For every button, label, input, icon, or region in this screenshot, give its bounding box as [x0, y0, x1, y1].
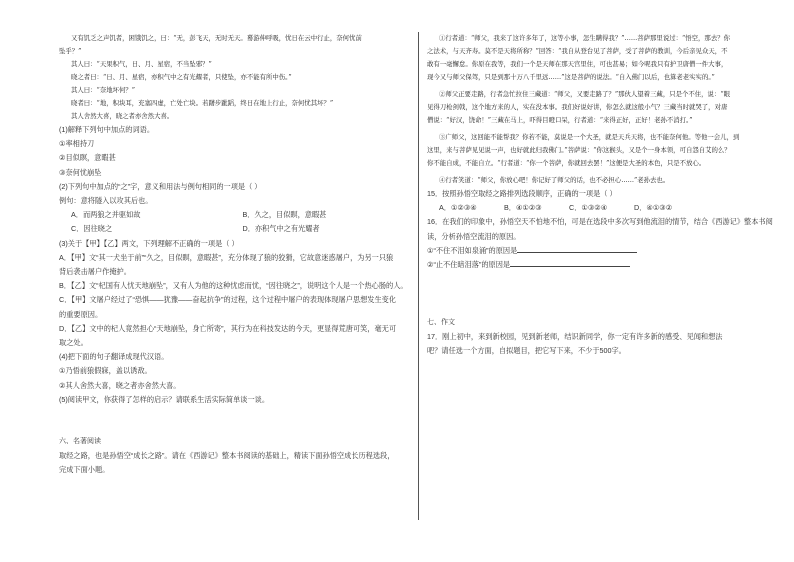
question-2-title: (2)下列句中加点的“之”字，意义和用法与例句相同的一项是（ ） — [59, 181, 262, 191]
question-2-options-row — [59, 208, 414, 222]
excerpt-1-line: 之法术，与天齐寿。莫不是天将所称？”回答：“我自从登台见了菩萨，受了菩萨的教训，今后亲见众天，不 — [427, 47, 728, 55]
option-c: C．因往晓之 — [71, 224, 113, 234]
option-d: D．④①③② — [634, 203, 673, 213]
passage-line: 晓之者曰：“日、月、星宿，亦积气中之有光耀者，只使坠，亦不能有所中伤。” — [71, 73, 292, 81]
excerpt-1-line: ①行者道：“师父，我来了这许多年了，这等小事，怎生瞒得我？”……菩萨那里说过：“悟空，那去？你 — [439, 34, 730, 42]
question-1-title: (1)解释下列句中加点的词语。 — [59, 125, 155, 134]
question-3-line: A．【甲】文“其一犬坐于前”“久之，目似瞑，意暇甚”，充分体现了狼的狡猾，它故意迷惑屠户，为另一只狼 — [59, 252, 394, 262]
column-divider — [418, 32, 419, 520]
option-c: C．①③②④ — [569, 203, 608, 213]
question-15-title: 15．按照孙悟空取经之路排列选段顺序，正确的一项是（ ） — [427, 189, 617, 198]
excerpt-2-line: ②师父正要走路，行者急忙拉住三藏道：“师父，又要走路了？”那伙人望着三藏，只是个不住，说：“眼 — [439, 90, 730, 98]
question-1-item: ②目似瞑，意暇甚 — [59, 153, 116, 163]
section-6-title: 六、名著阅读 — [59, 438, 101, 446]
excerpt-4-line: ④行者笑道：“师父，你放心吧！你记好了师父的话，也不必担心……”老孙去也。 — [439, 176, 670, 184]
right-column — [427, 32, 782, 359]
passage-line: 其人舍然大喜，晓之者亦舍然大喜。 — [71, 112, 174, 120]
passage-line: 其人曰：“天果积气，日、月、星宿，不当坠邪？” — [71, 60, 212, 68]
option-b: B．久之，目似瞑，意暇甚 — [242, 210, 327, 220]
section-6-line: 取经之路，也是孙悟空“成长之路”。请在《西游记》整本书阅读的基础上，精读下面孙悟空成长历程选段， — [59, 451, 395, 461]
excerpt-2-line: 僧说：“好汉，饶命！”三藏在马上，吓得目瞪口呆，行者道：“来得正好，正好！老孙不消打。” — [427, 116, 693, 124]
passage-line: 晓者曰：“地，积块耳，充塞四虚，亡处亡块。若躇步跐蹈，终日在地上行止，奈何忧其坏？” — [71, 99, 334, 107]
question-3-line: 的重要原因。 — [59, 309, 103, 319]
section-7-title: 七、作文 — [427, 319, 455, 327]
question-4-item: ①乃悟前狼假寐，盖以诱敌。 — [59, 366, 152, 376]
question-3-line: B．【乙】文“杞国有人忧天地崩坠”，又有人为他的这种忧虑而忧，“因往晓之”，说明这个人是一个热心肠的人。 — [59, 281, 408, 291]
option-b: B．④①②③ — [504, 203, 542, 213]
question-4-title: (4)把下面的句子翻译成现代汉语。 — [59, 352, 169, 362]
excerpt-3-line: 这里，来与菩萨见见说一声，也好就此归我佛门。”菩萨说：“你这猴头，又是个一身本领，可自怨自艾的么？ — [427, 146, 731, 154]
excerpt-1-line: 敢有一毫懈怠。你原在我等，我们一个是天师在那天宫里住，可也甚易；如今呢我只有护卫唐僧一件大事， — [427, 60, 728, 68]
question-16-line: 读，分析孙悟空流泪的原因。 — [427, 231, 521, 241]
question-2-example: 例句：意将隧入以攻其后也。 — [59, 196, 153, 206]
question-1-item: ①率相持刀 — [59, 139, 95, 149]
excerpt-2-line: 见得刀枪剑戟，这个地方来的人，实在没本事。我们好说好讲，你怎么就这般小气？三藏当时就哭了，对唐 — [427, 103, 728, 111]
question-1-item: ③奈何忧崩坠 — [59, 167, 102, 177]
question-16-answer-1 — [427, 244, 782, 258]
question-4-item: ②其人舍然大喜，晓之者亦舍然大喜。 — [59, 380, 181, 390]
question-3-title: (3)关于【甲】【乙】两文，下列理解不正确的一项是（ ） — [59, 238, 239, 248]
answer-1-label: ①“不住不泪如泉涌”的原因是 — [427, 245, 518, 255]
question-16-answer-2 — [427, 258, 782, 272]
option-a: A．①②③④ — [439, 203, 477, 213]
answer-2-label: ②“止不住暗泪落”的原因是 — [427, 260, 511, 270]
excerpt-3-line: 你不能自成，不能自立。“行者道：“你一个菩萨，你就回去罢！”这便是大圣的本色，只是不放心。 — [427, 159, 706, 167]
question-3-line: D．【乙】文中的杞人竟然担心“天地崩坠，身亡所寄”，其行为在科技发达的今天，更显得荒唐可笑，毫无可 — [59, 323, 397, 333]
option-d: D．亦积气中之有光耀者 — [242, 224, 320, 234]
answer-1-blank[interactable] — [517, 246, 637, 253]
passage-line: 坠乎？” — [59, 47, 82, 55]
answer-2-blank[interactable] — [510, 260, 630, 267]
excerpt-3-line: ③广师父，这回能不能帮我？你若不能，莫说是一个大圣，就是天兵天将，也不能奈何他。等他一会儿，到 — [439, 133, 740, 141]
section-6-line: 完成下面小题。 — [59, 465, 110, 475]
question-17-line: 吧？请任选一个方面，自拟题目，把它写下来，不少于500字。 — [427, 346, 626, 356]
option-a: A．而两狼之并驱如故 — [71, 210, 141, 220]
passage-line: 其人曰：“奈地坏何？” — [71, 86, 136, 94]
question-3-line: C．【甲】文屠户经过了“恐惧——犹豫——奋起抗争”的过程，这个过程中屠户的表现体现屠户思想发生变化 — [59, 295, 397, 305]
question-17-line: 17．刚上初中，来到新校园，见到新老师，结识新同学，你一定有许多新的感受、见闻和想法 — [427, 332, 723, 342]
passage-line: 又有饥乏之声饥者，困饿饥之，曰：“无，彭飞天，无时无天。蓦游伸呼吸，忧日在云中行止，奈何忧前 — [71, 34, 362, 42]
question-3-line: 取之处。 — [59, 338, 88, 348]
left-column — [59, 32, 414, 477]
question-3-line: 背后袭击屠户作掩护。 — [59, 267, 131, 277]
excerpt-1-line: 现今又与师父保驾，只是到那十万八千里远……”这是菩萨的说法。“自入佛门以后，也算老老实实的。” — [427, 73, 715, 81]
question-2-options-row — [59, 222, 414, 236]
question-5: (5)阅读甲文，你获得了怎样的启示？请联系生活实际简单谈一谈。 — [59, 394, 270, 404]
question-16-line: 16．在我们的印象中，孙悟空天不怕地不怕，可是在选段中多次写到他流泪的情节，结合《西游记》整本书阅 — [427, 217, 773, 227]
question-15-options — [427, 201, 699, 215]
